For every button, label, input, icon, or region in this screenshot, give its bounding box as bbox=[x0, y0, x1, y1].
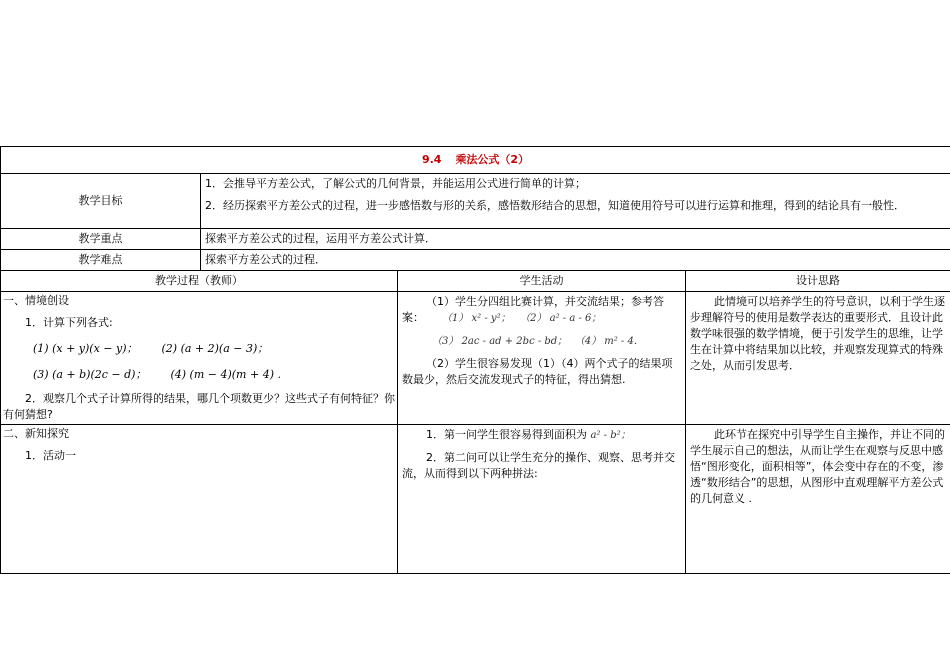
section2-heading: 二、新知探究 bbox=[3, 427, 69, 440]
lesson-number: 9.4 bbox=[421, 153, 442, 166]
area-formula: a² - b²； bbox=[590, 430, 631, 441]
section1-teacher-cell bbox=[1, 292, 398, 425]
objectives-row bbox=[1, 174, 950, 229]
section1-student-cell bbox=[398, 292, 686, 425]
section2-step1: 1．活动一 bbox=[25, 449, 76, 462]
section2-row bbox=[1, 425, 950, 574]
equation-1: (1) (x + y)(x − y)； bbox=[33, 342, 138, 355]
objective-1: 1．会推导平方差公式，了解公式的几何背景，并能运用公式进行简单的计算； bbox=[205, 177, 586, 190]
answer-1: （1） x² - y²； bbox=[442, 313, 511, 324]
student-step1-text: 1．第一问学生很容易得到面积为 bbox=[426, 428, 587, 441]
key-points-content: 探索平方差公式的过程，运用平方差公式计算． bbox=[201, 229, 950, 250]
student-step1 bbox=[402, 427, 681, 444]
title-row bbox=[1, 147, 950, 174]
difficulties-content: 探索平方差公式的过程． bbox=[201, 250, 950, 271]
student-discovery: （2）学生很容易发现（1）（4）两个式子的结果项数最少，然后交流发现式子的特征，得出猜想. bbox=[402, 357, 673, 386]
design-idea-header: 设计思路 bbox=[686, 271, 950, 292]
teacher-process-header: 教学过程（教师） bbox=[1, 271, 398, 292]
objectives-label: 教学目标 bbox=[1, 174, 201, 229]
answer-4: （4） m² - 4． bbox=[574, 336, 644, 347]
section2-student-cell bbox=[398, 425, 686, 574]
objective-2: 2．经历探索平方差公式的过程，进一步感悟数与形的关系，感悟数形结合的思想，知道使用符号可以进行运算和推理，得到的结论具有一般性． bbox=[205, 199, 905, 212]
student-step2: 2．第二问可以让学生充分的操作、观察、思考并交流，从而得到以下两种拼法: bbox=[402, 451, 675, 480]
section1-step2: 2．观察几个式子计算所得的结果，哪几个项数更少？这些式子有何特征？你有何猜想? bbox=[3, 392, 395, 421]
objectives-content bbox=[201, 174, 950, 229]
process-header-row bbox=[1, 271, 950, 292]
lesson-plan-document bbox=[0, 146, 950, 571]
equation-line-1 bbox=[33, 341, 395, 357]
equation-3: (3) (a + b)(2c − d)； bbox=[33, 368, 147, 381]
section1-heading: 一、情境创设 bbox=[3, 294, 69, 307]
section2-design-cell bbox=[686, 425, 950, 574]
equation-4: (4) (m − 4)(m + 4) . bbox=[170, 368, 281, 381]
section2-design-text: 此环节在探究中引导学生自主操作，并让不同的学生展示自己的想法，从而让学生在观察与反思中感悟“图形变化，面积相等”，体会变中存在的不变，渗透“数形结合”的思想，从图形中直观理解平方差公式的几何意义 . bbox=[690, 428, 945, 505]
student-activity-header: 学生活动 bbox=[398, 271, 686, 292]
lesson-plan-table bbox=[0, 146, 950, 574]
section1-step1: 1．计算下列各式: bbox=[25, 316, 113, 329]
key-points-label: 教学重点 bbox=[1, 229, 201, 250]
key-points-row bbox=[1, 229, 950, 250]
section1-design-cell bbox=[686, 292, 950, 425]
answer-3: （3） 2ac - ad + 2bc - bd； bbox=[432, 336, 568, 347]
equation-line-2 bbox=[33, 367, 395, 383]
section1-row bbox=[1, 292, 950, 425]
lesson-title-text: 乘法公式（2） bbox=[455, 153, 530, 166]
equation-2: (2) (a + 2)(a − 3)； bbox=[161, 342, 269, 355]
lesson-title bbox=[1, 147, 950, 174]
section2-teacher-cell bbox=[1, 425, 398, 574]
section1-design-text: 此情境可以培养学生的符号意识，以利于学生逐步理解符号的使用是数学表达的重要形式．且设计此数学味很强的数学情境，便于引发学生的思维，让学生在计算中将结果加以比较，并观察发现算式的特殊之处，从而引发思考． bbox=[690, 295, 945, 372]
difficulties-row bbox=[1, 250, 950, 271]
answer-2: （2） a² - a - 6； bbox=[520, 313, 602, 324]
student-answer-intro: （1）学生分四组比赛计算，并交流结果；参考答案： bbox=[402, 295, 664, 324]
difficulties-label: 教学难点 bbox=[1, 250, 201, 271]
